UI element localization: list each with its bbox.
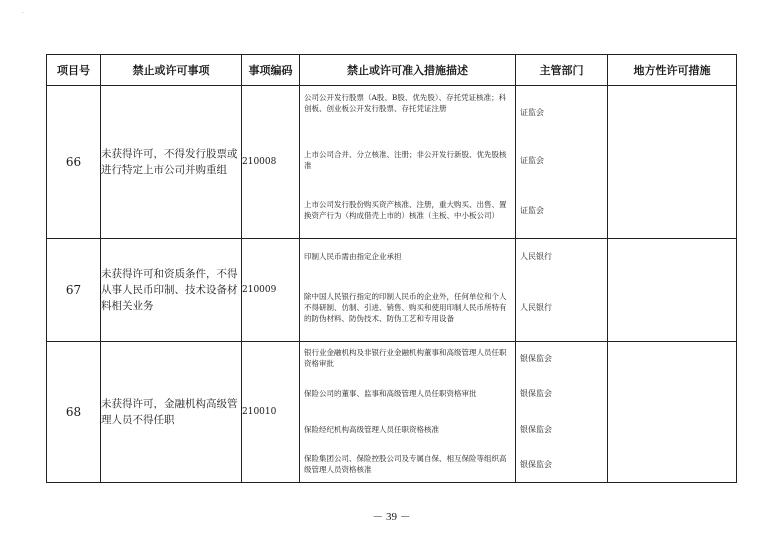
row-measures — [300, 86, 516, 239]
dept-text: 银保监会 — [520, 388, 552, 398]
row-number: 67 — [47, 239, 101, 342]
dept-text: 银保监会 — [520, 459, 552, 469]
row-item: 未获得许可和资质条件，不得从事人民币印制、技术设备材料相关业务 — [101, 239, 242, 342]
dept-text: 银保监会 — [520, 424, 552, 434]
row-local-measures — [608, 86, 737, 239]
measure-text: 公司公开发行股票（A股、B股、优先股）、存托凭证核准；科创板、创业板公开发行股票、存托凭证注册 — [304, 93, 507, 113]
measure-text: 印制人民币需由指定企业承担 — [304, 251, 402, 261]
measure-text: 银行业金融机构及非银行业金融机构董事和高级管理人员任职资格审批 — [304, 348, 507, 368]
scan-mark: · — [22, 10, 24, 17]
row-item: 未获得许可，金融机构高级管理人员不得任职 — [101, 342, 242, 483]
row-local-measures — [608, 239, 737, 342]
row-measures — [300, 342, 516, 483]
dept-text: 人民银行 — [520, 251, 552, 261]
row-code: 210010 — [242, 342, 300, 483]
table-row — [47, 239, 737, 342]
dept-text: 人民银行 — [520, 302, 552, 312]
header-dept: 主管部门 — [516, 55, 608, 86]
row-item: 未获得许可，不得发行股票或进行特定上市公司并购重组 — [101, 86, 242, 239]
dept-text: 证监会 — [520, 155, 544, 165]
measure-text: 上市公司发行股份购买资产核准、注册，重大购买、出售、置换资产行为（构成借壳上市的）核准（主板、中小板公司） — [304, 200, 507, 220]
dept-text: 证监会 — [520, 205, 544, 215]
regulation-table — [46, 54, 737, 483]
row-depts — [516, 239, 608, 342]
header-code: 事项编码 — [242, 55, 300, 86]
row-code: 210009 — [242, 239, 300, 342]
header-measures: 禁止或许可准入措施描述 — [300, 55, 516, 86]
dept-text: 银保监会 — [520, 353, 552, 363]
page-number: － 39 － — [372, 511, 411, 523]
row-code: 210008 — [242, 86, 300, 239]
measure-text: 上市公司合并、分立核准、注册；非公开发行新股、优先股核准 — [304, 150, 507, 170]
row-measures — [300, 239, 516, 342]
header-item: 禁止或许可事项 — [101, 55, 242, 86]
row-depts — [516, 86, 608, 239]
header-local: 地方性许可措施 — [608, 55, 737, 86]
table-row — [47, 342, 737, 483]
measure-text: 保险公司的董事、监事和高级管理人员任职资格审批 — [304, 388, 477, 398]
measure-text: 保险经纪机构高级管理人员任职资格核准 — [304, 424, 439, 434]
row-number: 68 — [47, 342, 101, 483]
row-number: 66 — [47, 86, 101, 239]
table-row — [47, 86, 737, 239]
row-local-measures — [608, 342, 737, 483]
row-depts — [516, 342, 608, 483]
measure-text: 除中国人民银行指定的印制人民币的企业外，任何单位和个人不得研制、仿制、引进、销售、购买和使用印制人民币所特有的防伪材料、防伪技术、防伪工艺和专用设备 — [304, 291, 507, 323]
table-header-row — [47, 55, 737, 86]
dept-text: 证监会 — [520, 107, 544, 117]
header-item-no: 项目号 — [47, 55, 101, 86]
measure-text: 保险集团公司、保险控股公司及专属自保、相互保险等组织高级管理人员资格核准 — [304, 454, 507, 474]
